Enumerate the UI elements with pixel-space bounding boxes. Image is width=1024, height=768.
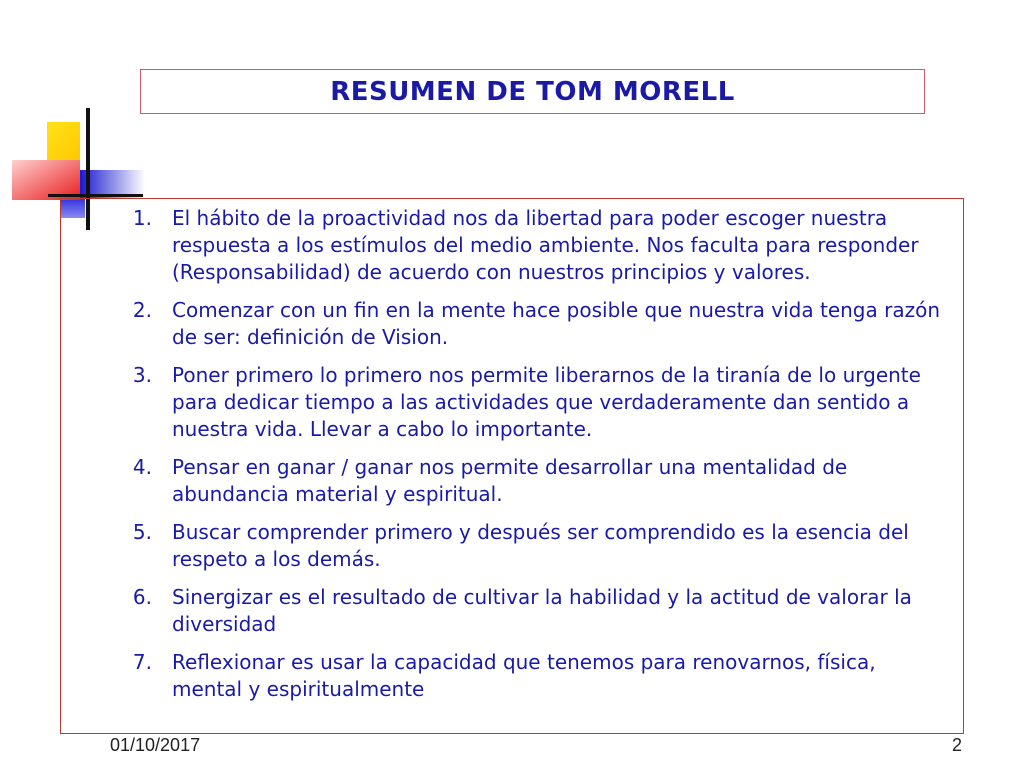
item-text: Sinergizar es el resultado de cultivar la habilidad y la actitud de valorar la diversidad — [172, 585, 912, 636]
item-text: Pensar en ganar / ganar nos permite desarrollar una mentalidad de abundancia material y espiritual. — [172, 455, 848, 506]
yellow-square — [47, 122, 80, 160]
item-number: 5. — [132, 520, 152, 544]
list-item — [60, 205, 940, 286]
title-box — [140, 69, 925, 114]
black-horizontal-line — [48, 194, 143, 197]
item-number: 1. — [132, 206, 152, 230]
list-item — [60, 584, 940, 638]
numbered-list — [60, 205, 940, 714]
footer-date: 01/10/2017 — [110, 735, 201, 755]
list-item — [60, 454, 940, 508]
item-text: Buscar comprender primero y después ser comprendido es la esencia del respeto a los demás. — [172, 520, 909, 571]
list-item — [60, 519, 940, 573]
item-text: Reflexionar es usar la capacidad que tenemos para renovarnos, física, mental y espiritualmente — [172, 650, 876, 701]
item-number: 6. — [132, 585, 152, 609]
item-number: 2. — [132, 298, 152, 322]
item-number: 3. — [132, 363, 152, 387]
list-item — [60, 649, 940, 703]
item-number: 4. — [132, 455, 152, 479]
slide-title: RESUMEN DE TOM MORELL — [330, 76, 735, 107]
item-text: El hábito de la proactividad nos da libertad para poder escoger nuestra respuesta a los estímulos del medio ambiente. Nos faculta para responder (Responsabilidad) de acuerdo con nuestros principios y valores. — [172, 206, 919, 284]
item-number: 7. — [132, 650, 152, 674]
item-text: Comenzar con un fin en la mente hace posible que nuestra vida tenga razón de ser: definición de Vision. — [172, 298, 940, 349]
page-number: 2 — [951, 735, 962, 755]
list-item — [60, 297, 940, 351]
list-item — [60, 362, 940, 443]
item-text: Poner primero lo primero nos permite liberarnos de la tiranía de lo urgente para dedicar tiempo a las actividades que verdaderamente dan sentido a nuestra vida. Llevar a cabo lo importante. — [172, 363, 921, 441]
